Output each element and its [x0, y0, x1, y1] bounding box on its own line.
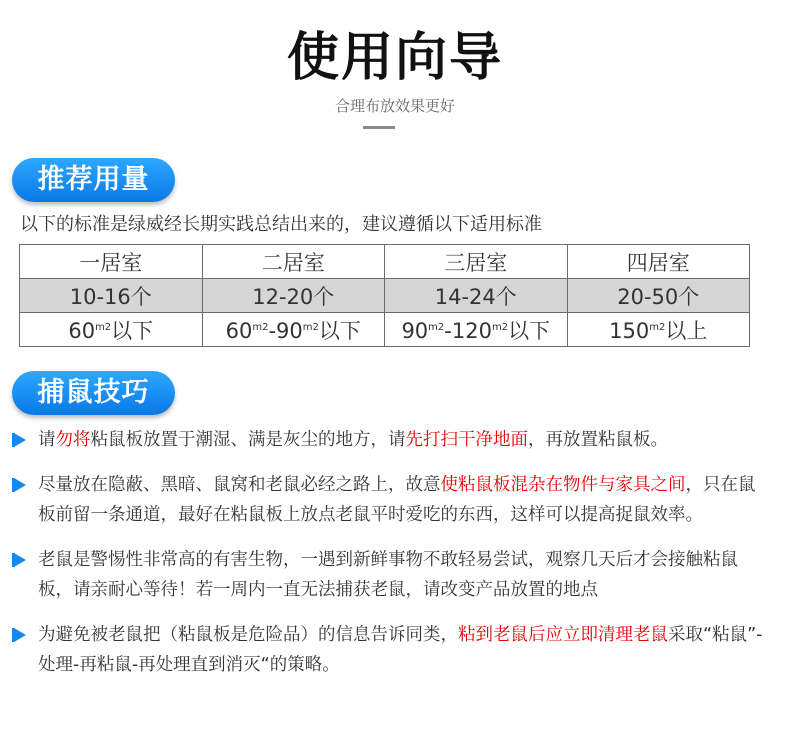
table-cell: 10-16个 — [20, 279, 203, 313]
dosage-intro: 以下的标准是绿威经长期实践总结出来的，建议遵循以下适用标准 — [20, 214, 542, 235]
table-cell: 20-50个 — [567, 279, 750, 313]
arrow-right-icon — [14, 433, 26, 447]
table-cell: 14-24个 — [385, 279, 568, 313]
title-divider — [363, 126, 395, 129]
list-item: 请勿将粘鼠板放置于潮湿、满是灰尘的地方，请先打扫干净地面，再放置粘鼠板。 — [12, 425, 772, 455]
arrow-right-icon — [14, 478, 26, 492]
table-row-rooms — [20, 245, 750, 279]
arrow-right-icon — [14, 628, 26, 642]
section-badge-tips: 捕鼠技巧 — [12, 371, 175, 415]
table-cell: $60^{m2}$以下 — [20, 313, 203, 347]
table-cell: 一居室 — [20, 245, 203, 279]
table-row-areas — [20, 313, 750, 347]
dosage-table — [19, 244, 750, 347]
table-cell: 12-20个 — [202, 279, 385, 313]
table-cell: $90^{m2}-120^{m2}$以下 — [385, 313, 568, 347]
page-subtitle: 合理布放效果更好 — [334, 97, 455, 115]
arrow-right-icon — [14, 553, 26, 567]
table-row-counts — [20, 279, 750, 313]
table-cell: $150^{m2}$以上 — [567, 313, 750, 347]
list-item: 老鼠是警惕性非常高的有害生物，一遇到新鲜事物不敢轻易尝试，观察几天后才会接触粘鼠板，请亲耐心等待！若一周内一直无法捕获老鼠，请改变产品放置的地点 — [12, 545, 772, 605]
table-cell: $60^{m2}-90^{m2}$以下 — [202, 313, 385, 347]
tips-list — [12, 425, 772, 695]
list-item: 为避免被老鼠把（粘鼠板是危险品）的信息告诉同类，粘到老鼠后应立即清理老鼠采取“粘鼠”-处理-再粘鼠-再处理直到消灭“的策略。 — [12, 620, 772, 680]
table-cell: 二居室 — [202, 245, 385, 279]
page-title: 使用向导 — [286, 28, 503, 88]
list-item: 尽量放在隐蔽、黑暗、鼠窝和老鼠必经之路上，故意使粘鼠板混杂在物件与家具之间，只在鼠板前留一条通道，最好在粘鼠板上放点老鼠平时爱吃的东西，这样可以提高捉鼠效率。 — [12, 470, 772, 530]
section-badge-dosage: 推荐用量 — [12, 158, 175, 202]
table-cell: 三居室 — [385, 245, 568, 279]
table-cell: 四居室 — [567, 245, 750, 279]
